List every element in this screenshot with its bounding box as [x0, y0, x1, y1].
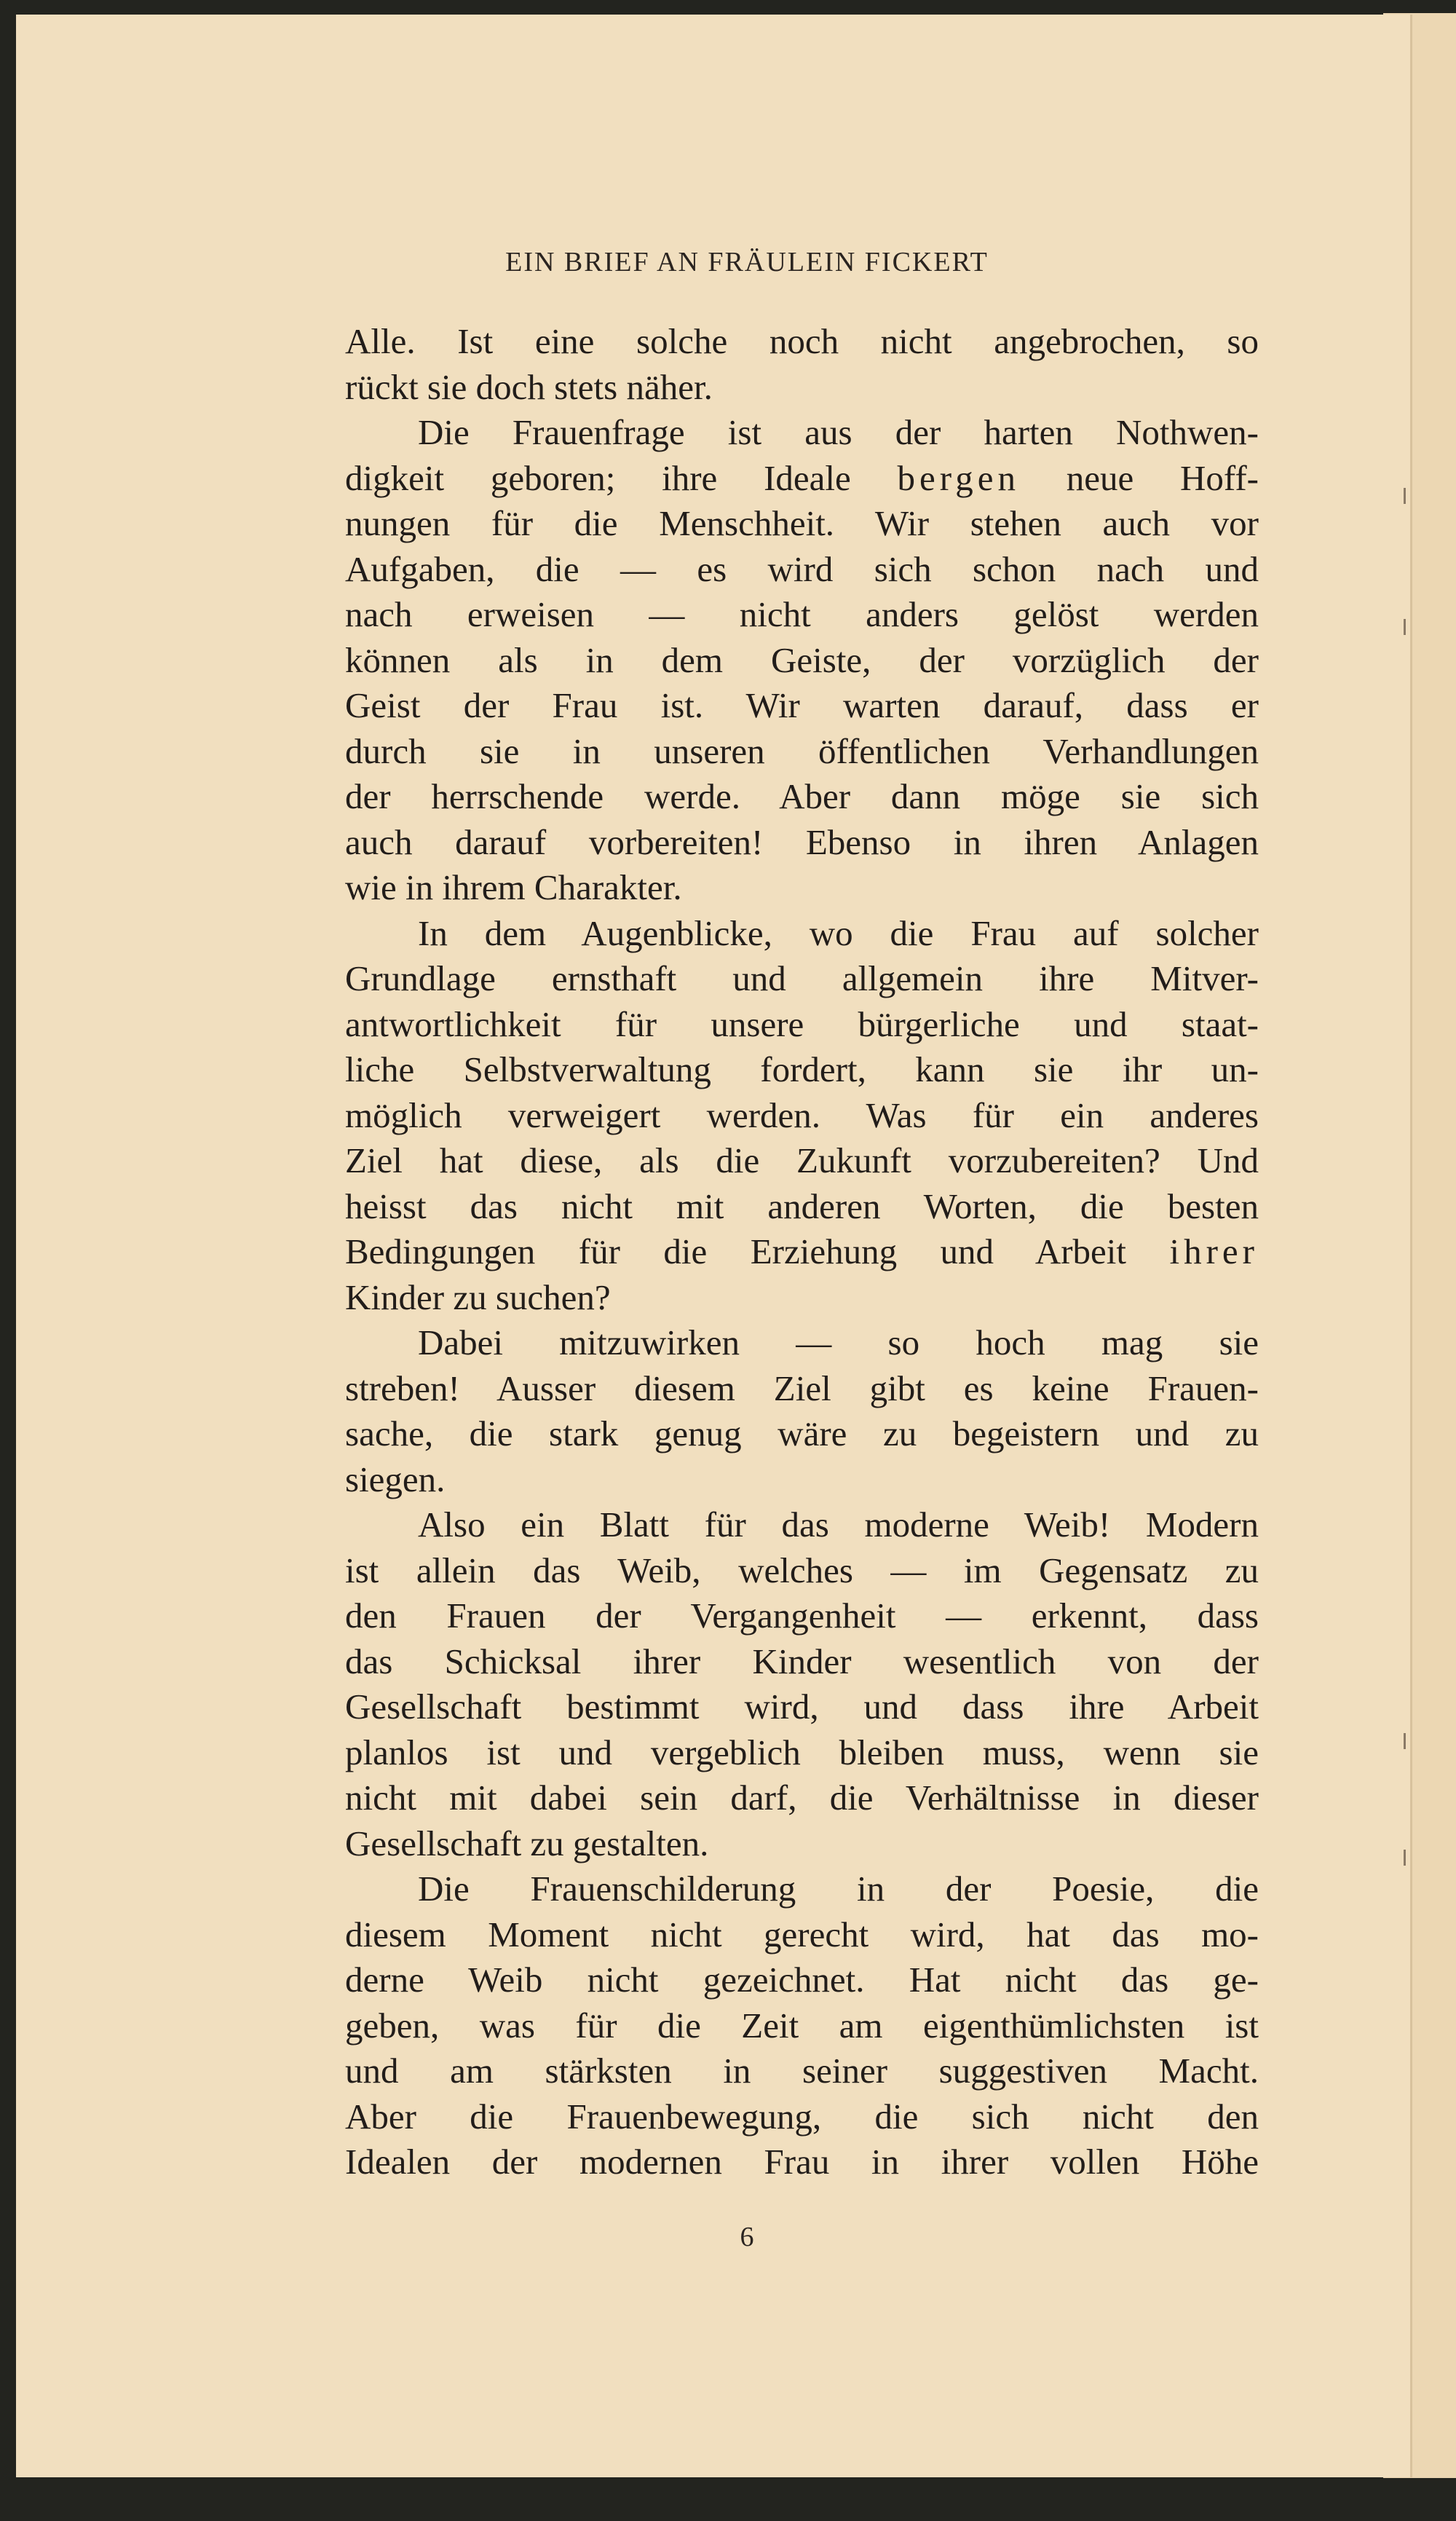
text-segment: Kinder zu suchen? [345, 1277, 611, 1317]
text-line [345, 729, 1259, 775]
text-line [345, 319, 1259, 365]
text-segment: Alle. Ist eine solche noch nicht angebrochen, so [345, 321, 1259, 361]
text-segment: geben, was für die Zeit am eigenthümlichsten ist [345, 2005, 1259, 2045]
text-line [345, 1138, 1259, 1184]
text-segment: heisst das nicht mit anderen Worten, die besten [345, 1185, 1259, 1226]
spaced-emphasis: ihrer [1169, 1231, 1259, 1271]
text-line [345, 1366, 1259, 1412]
text-segment: antwortlichkeit für unsere bürgerliche und staat- [345, 1003, 1259, 1044]
text-segment: Aber die Frauenbewegung, die sich nicht den [345, 2096, 1259, 2137]
book-page [16, 15, 1412, 2477]
text-line [345, 1593, 1259, 1639]
text-line [345, 501, 1259, 547]
text-line [345, 1866, 1259, 1912]
text-line [345, 1275, 1259, 1321]
text-line [345, 1411, 1259, 1457]
text-line [345, 1320, 1259, 1366]
margin-mark [1404, 1850, 1406, 1866]
text-segment: digkeit geboren; ihre Ideale [345, 457, 898, 498]
text-line [345, 1775, 1259, 1821]
text-line [345, 1684, 1259, 1730]
text-segment: siegen. [345, 1459, 446, 1499]
text-segment: Die Frauenschilderung in der Poesie, die [418, 1869, 1259, 1909]
text-segment: durch sie in unseren öffentlichen Verhandlungen [345, 730, 1259, 771]
text-segment: nungen für die Menschheit. Wir stehen auch vor [345, 503, 1259, 543]
text-line [345, 956, 1259, 1002]
text-segment: wie in ihrem Charakter. [345, 867, 682, 907]
text-segment: Aufgaben, die — es wird sich schon nach und [345, 548, 1259, 589]
text-line [345, 2139, 1259, 2185]
text-line [345, 2003, 1259, 2049]
text-line [345, 1184, 1259, 1230]
text-segment: rückt sie doch stets näher. [345, 366, 713, 407]
text-line [345, 1229, 1259, 1275]
text-segment: ist allein das Weib, welches — im Gegensatz zu [345, 1550, 1259, 1590]
text-line [345, 1502, 1259, 1548]
text-line [345, 1912, 1259, 1958]
text-line [345, 865, 1259, 911]
text-segment: nach erweisen — nicht anders gelöst werden [345, 594, 1259, 634]
text-segment: möglich verweigert werden. Was für ein anderes [345, 1094, 1259, 1135]
text-segment: können als in dem Geiste, der vorzüglich der [345, 639, 1259, 680]
text-segment: Gesellschaft zu gestalten. [345, 1823, 709, 1863]
text-segment: sache, die stark genug wäre zu begeistern und zu [345, 1413, 1259, 1453]
text-line [345, 456, 1259, 502]
text-segment: Idealen der modernen Frau in ihrer vollen Höhe [345, 2142, 1259, 2182]
text-line [345, 592, 1259, 638]
text-line [345, 1047, 1259, 1093]
text-segment: derne Weib nicht gezeichnet. Hat nicht das ge- [345, 1960, 1259, 2000]
text-line [345, 2094, 1259, 2140]
text-segment: Gesellschaft bestimmt wird, und dass ihre Arbeit [345, 1686, 1259, 1727]
text-segment: Die Frauenfrage ist aus der harten Nothwen- [418, 412, 1259, 452]
margin-mark [1404, 1733, 1406, 1749]
text-line [345, 683, 1259, 729]
text-segment: Also ein Blatt für das moderne Weib! Modern [418, 1504, 1259, 1544]
text-segment: liche Selbstverwaltung fordert, kann sie ihr un- [345, 1049, 1259, 1089]
text-line [345, 1002, 1259, 1048]
text-line [345, 1821, 1259, 1867]
text-line [345, 820, 1259, 866]
text-segment: und am stärksten in seiner suggestiven Macht. [345, 2051, 1259, 2091]
body-text [345, 319, 1259, 2185]
text-segment: In dem Augenblicke, wo die Frau auf solcher [418, 912, 1259, 953]
text-line [345, 774, 1259, 820]
text-line [345, 1957, 1259, 2003]
text-line [345, 638, 1259, 684]
text-line [345, 2048, 1259, 2094]
text-line [345, 911, 1259, 957]
text-segment: auch darauf vorbereiten! Ebenso in ihren Anlagen [345, 821, 1259, 862]
text-line [345, 365, 1259, 411]
text-segment: Ziel hat diese, als die Zukunft vorzubereiten? Und [345, 1140, 1259, 1180]
text-segment: planlos ist und vergeblich bleiben muss, wenn sie [345, 1732, 1259, 1772]
text-segment: den Frauen der Vergangenheit — erkennt, dass [345, 1595, 1259, 1636]
text-line [345, 1730, 1259, 1776]
text-segment: Geist der Frau ist. Wir warten darauf, dass er [345, 685, 1259, 725]
text-line [345, 1639, 1259, 1685]
text-line [345, 1093, 1259, 1139]
text-segment: das Schicksal ihrer Kinder wesentlich von der [345, 1641, 1259, 1681]
spaced-emphasis: bergen [897, 457, 1020, 498]
text-line [345, 547, 1259, 593]
text-segment: Bedingungen für die Erziehung und Arbeit [345, 1231, 1170, 1271]
margin-mark [1404, 488, 1406, 504]
margin-mark [1404, 619, 1406, 635]
running-header: EIN BRIEF AN FRÄULEIN FICKERT [505, 247, 989, 277]
text-segment: streben! Ausser diesem Ziel gibt es keine Frauen- [345, 1368, 1259, 1408]
text-line [345, 1548, 1259, 1594]
text-line [345, 410, 1259, 456]
page-number: 6 [740, 2222, 754, 2252]
text-segment: der herrschende werde. Aber dann möge sie sich [345, 776, 1259, 816]
text-segment: Grundlage ernsthaft und allgemein ihre Mitver- [345, 958, 1259, 998]
text-line [345, 1457, 1259, 1503]
text-segment: nicht mit dabei sein darf, die Verhältnisse in dieser [345, 1778, 1259, 1818]
text-segment: Dabei mitzuwirken — so hoch mag sie [418, 1322, 1259, 1362]
text-segment: diesem Moment nicht gerecht wird, hat das mo- [345, 1914, 1259, 1954]
text-segment: neue Hoff- [1019, 457, 1259, 498]
